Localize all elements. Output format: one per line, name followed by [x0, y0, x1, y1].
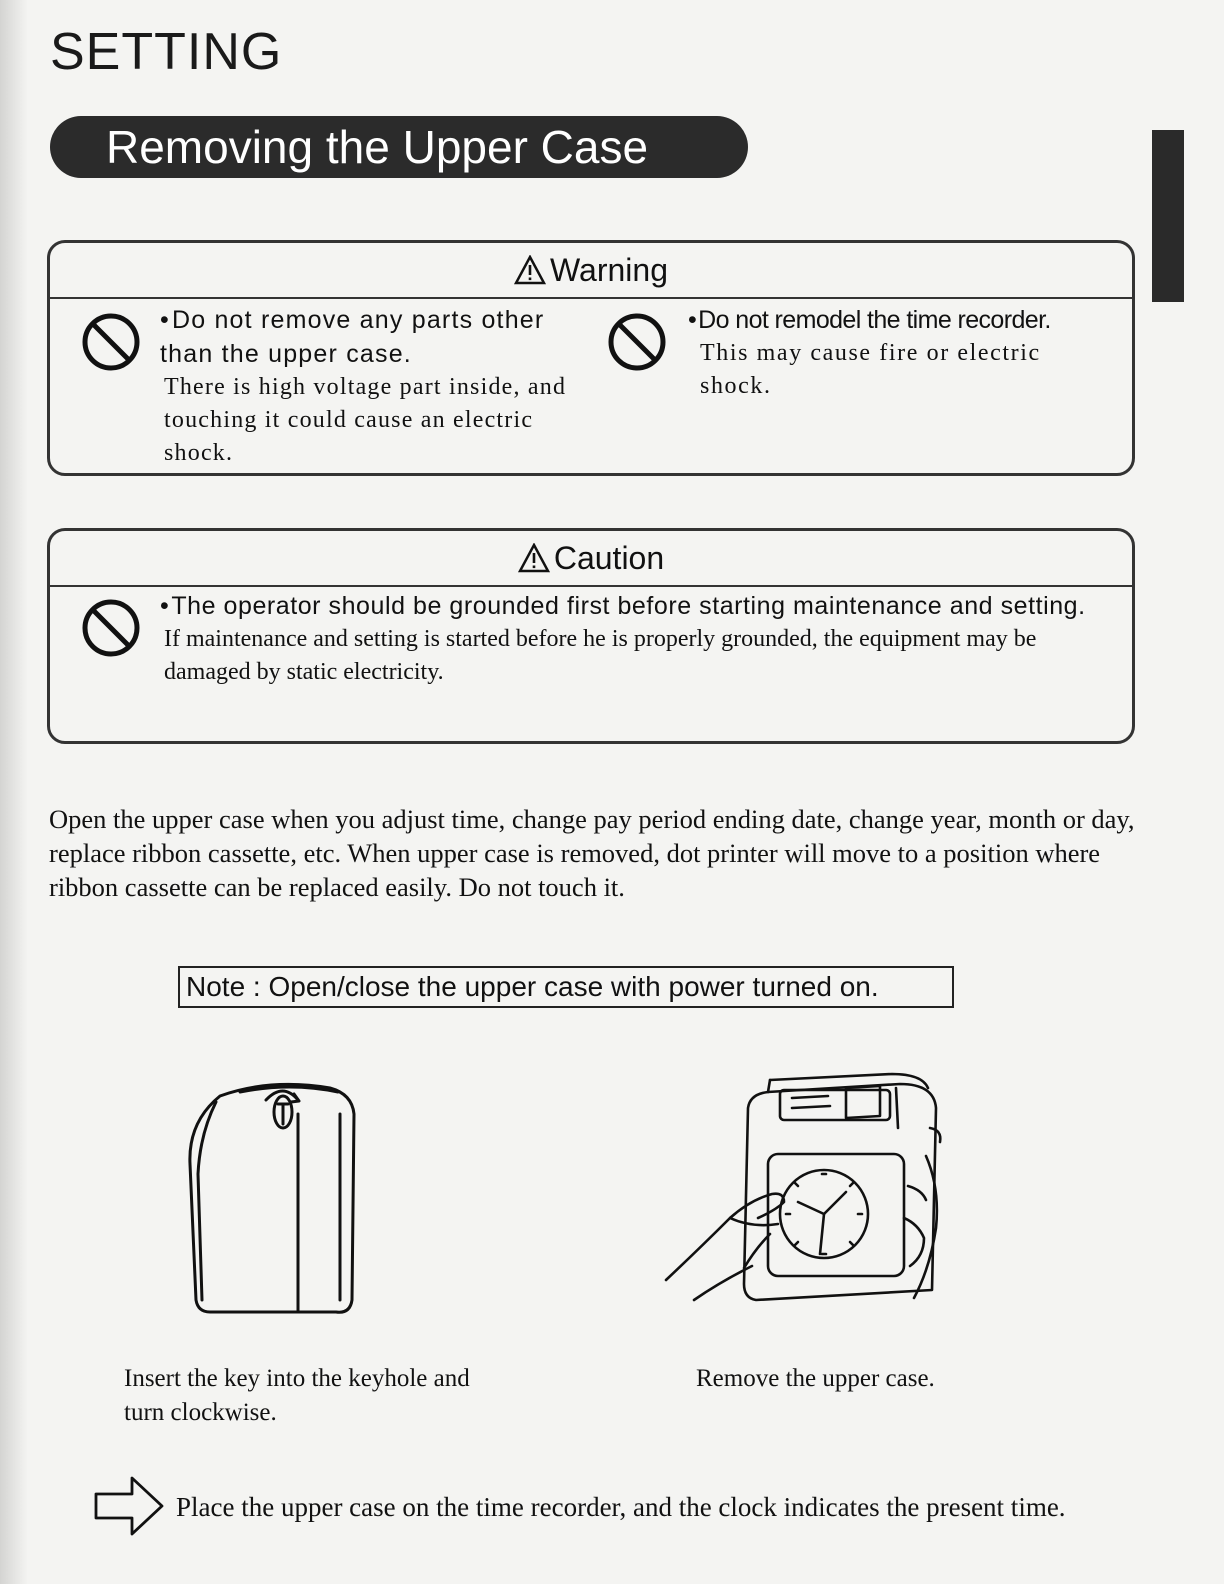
- warning-item: •Do not remodel the time recorder. This may cause fire or electric shock.: [688, 303, 1108, 403]
- warning-box: [47, 240, 1135, 476]
- warning-item-lead: Do not remodel the time recorder.: [698, 306, 1051, 334]
- section-title: Removing the Upper Case: [50, 116, 748, 178]
- warning-item-detail: There is high voltage part inside, and touching it could cause an electric shock.: [164, 374, 567, 466]
- warning-triangle-icon: [514, 255, 546, 285]
- caution-item: •The operator should be grounded first before starting maintenance and setting. If maintenance and setting is started before he is properly grounded, the equipment may be damaged by static electricity.: [160, 589, 1122, 689]
- prohibition-icon: [80, 311, 142, 373]
- remove-upper-case-illustration: [660, 1068, 950, 1318]
- instruction-paragraph: Open the upper case when you adjust time, change pay period ending date, change year, month or day, replace ribbon cassette, etc. When upper case is removed, dot printer will move to a position where ribbon cassette can be replaced easily. Do not touch it.: [49, 804, 1135, 902]
- warning-item-detail: This may cause fire or electric shock.: [700, 340, 1041, 399]
- caution-box: [47, 528, 1135, 744]
- caution-title: Caution: [553, 539, 665, 576]
- prohibition-icon: [606, 311, 668, 373]
- note-box: Note : Open/close the upper case with power turned on.: [178, 966, 954, 1008]
- figure-caption-remove: Remove the upper case.: [696, 1365, 935, 1392]
- arrow-right-icon: [94, 1474, 166, 1538]
- language-tab: [1152, 130, 1184, 302]
- warning-item-lead: Do not remove any parts other than the upper case.: [160, 306, 545, 368]
- page-heading: SETTING: [50, 23, 283, 81]
- warning-title: Warning: [550, 251, 668, 288]
- prohibition-icon: [80, 597, 142, 659]
- final-step-text: Place the upper case on the time recorder, and the clock indicates the present time.: [176, 1492, 1066, 1522]
- caution-item-detail: If maintenance and setting is started before he is properly grounded, the equipment may be damaged by static electricity.: [164, 626, 1037, 685]
- caution-item-lead: The operator should be grounded first before starting maintenance and setting.: [171, 592, 1086, 620]
- warning-triangle-icon: [518, 543, 550, 573]
- caution-header: [50, 531, 1132, 587]
- figure-caption-key: Insert the key into the keyhole and turn clockwise.: [124, 1365, 470, 1426]
- warning-item: •Do not remove any parts other than the upper case. There is high voltage part inside, and touching it could cause an electric shock.: [160, 303, 578, 470]
- page-edge-shadow: [0, 0, 28, 1584]
- key-keyhole-illustration: [180, 1074, 370, 1324]
- warning-header: [50, 243, 1132, 299]
